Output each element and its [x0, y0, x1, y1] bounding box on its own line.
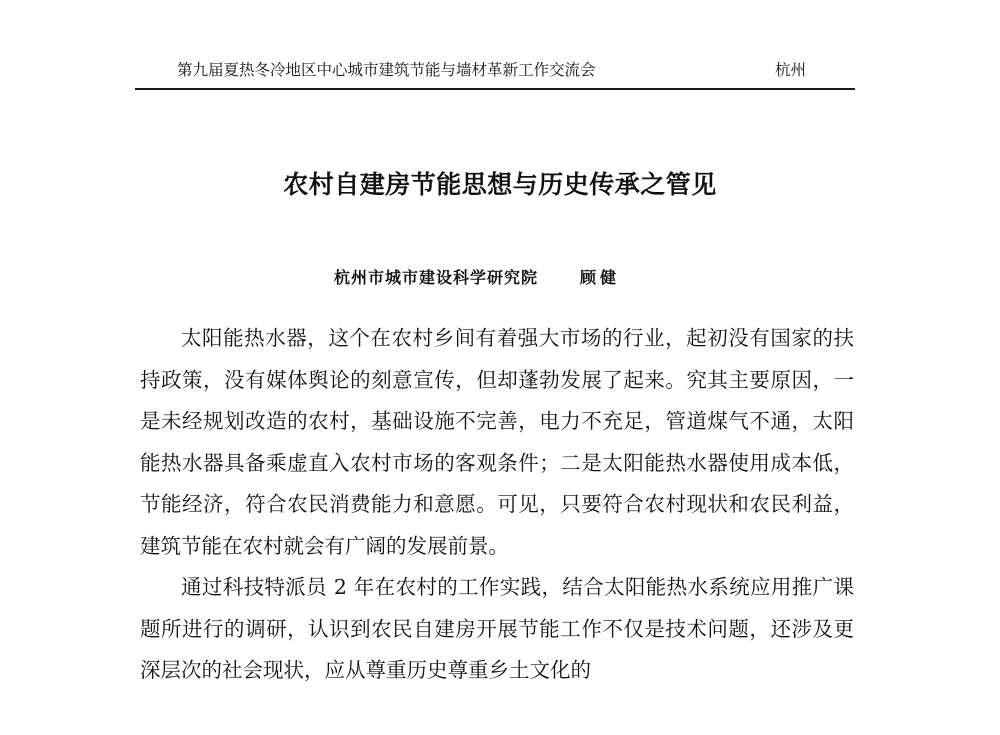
byline — [334, 265, 620, 288]
conference-name: 第九届夏热冬冷地区中心城市建筑节能与墙材革新工作交流会 — [177, 61, 596, 79]
header-rule — [135, 88, 855, 90]
paragraph: 太阳能热水器，这个在农村乡间有着强大市场的行业，起初没有国家的扶持政策，没有媒体舆论的刻意宣传，但却蓬勃发展了起来。究其主要原因，一是未经规划改造的农村，基础设施不完善，电力不充足，管道煤气不通，太阳能热水器具备乘虚直入农村市场的客观条件；二是太阳能热水器使用成本低，节能经济，符合农民消费能力和意愿。可见，只要符合农村现状和农民利益，建筑节能在农村就会有广阔的发展前景。 — [140, 326, 854, 558]
body-text — [140, 318, 854, 692]
running-header — [135, 58, 855, 84]
paragraph: 通过科技特派员 2 年在农村的工作实践，结合太阳能热水系统应用推广课题所进行的调研，认识到农民自建房开展节能工作不仅是技术问题，还涉及更深层次的社会现状，应从尊重历史尊重乡土文化的 — [140, 575, 854, 682]
author-affiliation: 杭州市城市建设科学研究院 — [334, 268, 539, 287]
author-name: 顾健 — [580, 268, 621, 287]
paper-title: 农村自建房节能思想与历史传承之管见 — [283, 170, 717, 199]
header-city: 杭州 — [775, 61, 807, 79]
